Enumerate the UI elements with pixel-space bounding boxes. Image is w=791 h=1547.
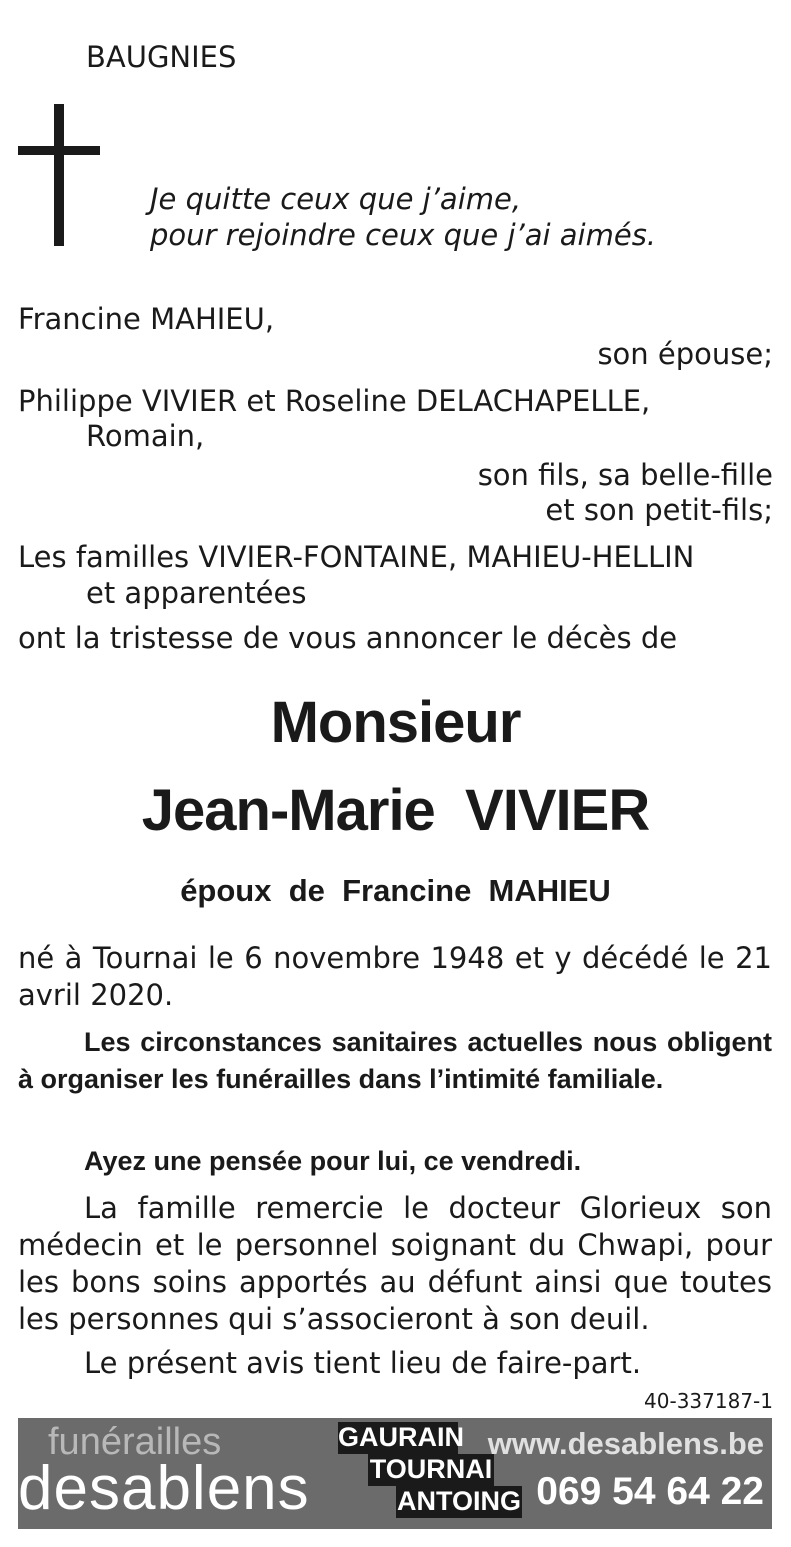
birth-death-paragraph: né à Tournai le 6 novembre 1948 et y décédé le 21 avril 2020. xyxy=(18,941,772,1012)
brand-tagline: funérailles xyxy=(48,1421,222,1463)
deceased-name: Jean-Marie VIVIER xyxy=(141,778,650,843)
funeral-home-banner xyxy=(18,1418,772,1529)
announcement-line: ont la tristesse de vous annoncer le décès de xyxy=(18,621,678,655)
phone-number[interactable]: 069 54 64 22 xyxy=(536,1470,764,1513)
grandson-name: Romain, xyxy=(86,419,205,453)
town-gaurain: GAURAIN xyxy=(338,1422,464,1452)
deceased-title: Monsieur xyxy=(270,690,521,755)
town-tournai: TOURNAI xyxy=(369,1454,493,1484)
location-heading: BAUGNIES xyxy=(86,40,237,74)
thought-paragraph: Ayez une pensée pour lui, ce vendredi. xyxy=(84,1146,582,1176)
thanks-paragraph: La famille remercie le docteur Glorieux son médecin et le personnel soignant du Chwapi, pour les bons soins apportés au défunt ainsi que toutes les personnes qui s’associeront à son deuil. xyxy=(18,1191,772,1336)
town-antoing: ANTOING xyxy=(396,1486,521,1516)
related-line: et apparentées xyxy=(86,576,307,610)
circumstances-paragraph: Les circonstances sanitaires actuelles nous obligent à organiser les funérailles dans l’intimité familiale. xyxy=(18,1027,772,1094)
quote-line-2: pour rejoindre ceux que j’ai aimés. xyxy=(150,218,657,252)
spouse-role: son épouse; xyxy=(597,337,773,371)
reference-number: 40-337187-1 xyxy=(644,1389,773,1413)
son-role-line-2: et son petit-fils; xyxy=(545,493,773,527)
quote-line-1: Je quitte ceux que j’aime, xyxy=(150,182,522,216)
spouse-name: Francine MAHIEU, xyxy=(18,302,275,336)
deceased-spouse-of: époux de Francine MAHIEU xyxy=(180,873,611,908)
son-role-line-1: son fils, sa belle-fille xyxy=(477,458,773,492)
brand-logo-text: desablens xyxy=(18,1454,310,1523)
families-line: Les familles VIVIER-FONTAINE, MAHIEU-HELLIN xyxy=(18,540,695,574)
son-couple: Philippe VIVIER et Roseline DELACHAPELLE, xyxy=(18,384,651,418)
notice-paragraph: Le présent avis tient lieu de faire-part. xyxy=(84,1346,642,1380)
website-link[interactable]: www.desablens.be xyxy=(487,1426,764,1461)
